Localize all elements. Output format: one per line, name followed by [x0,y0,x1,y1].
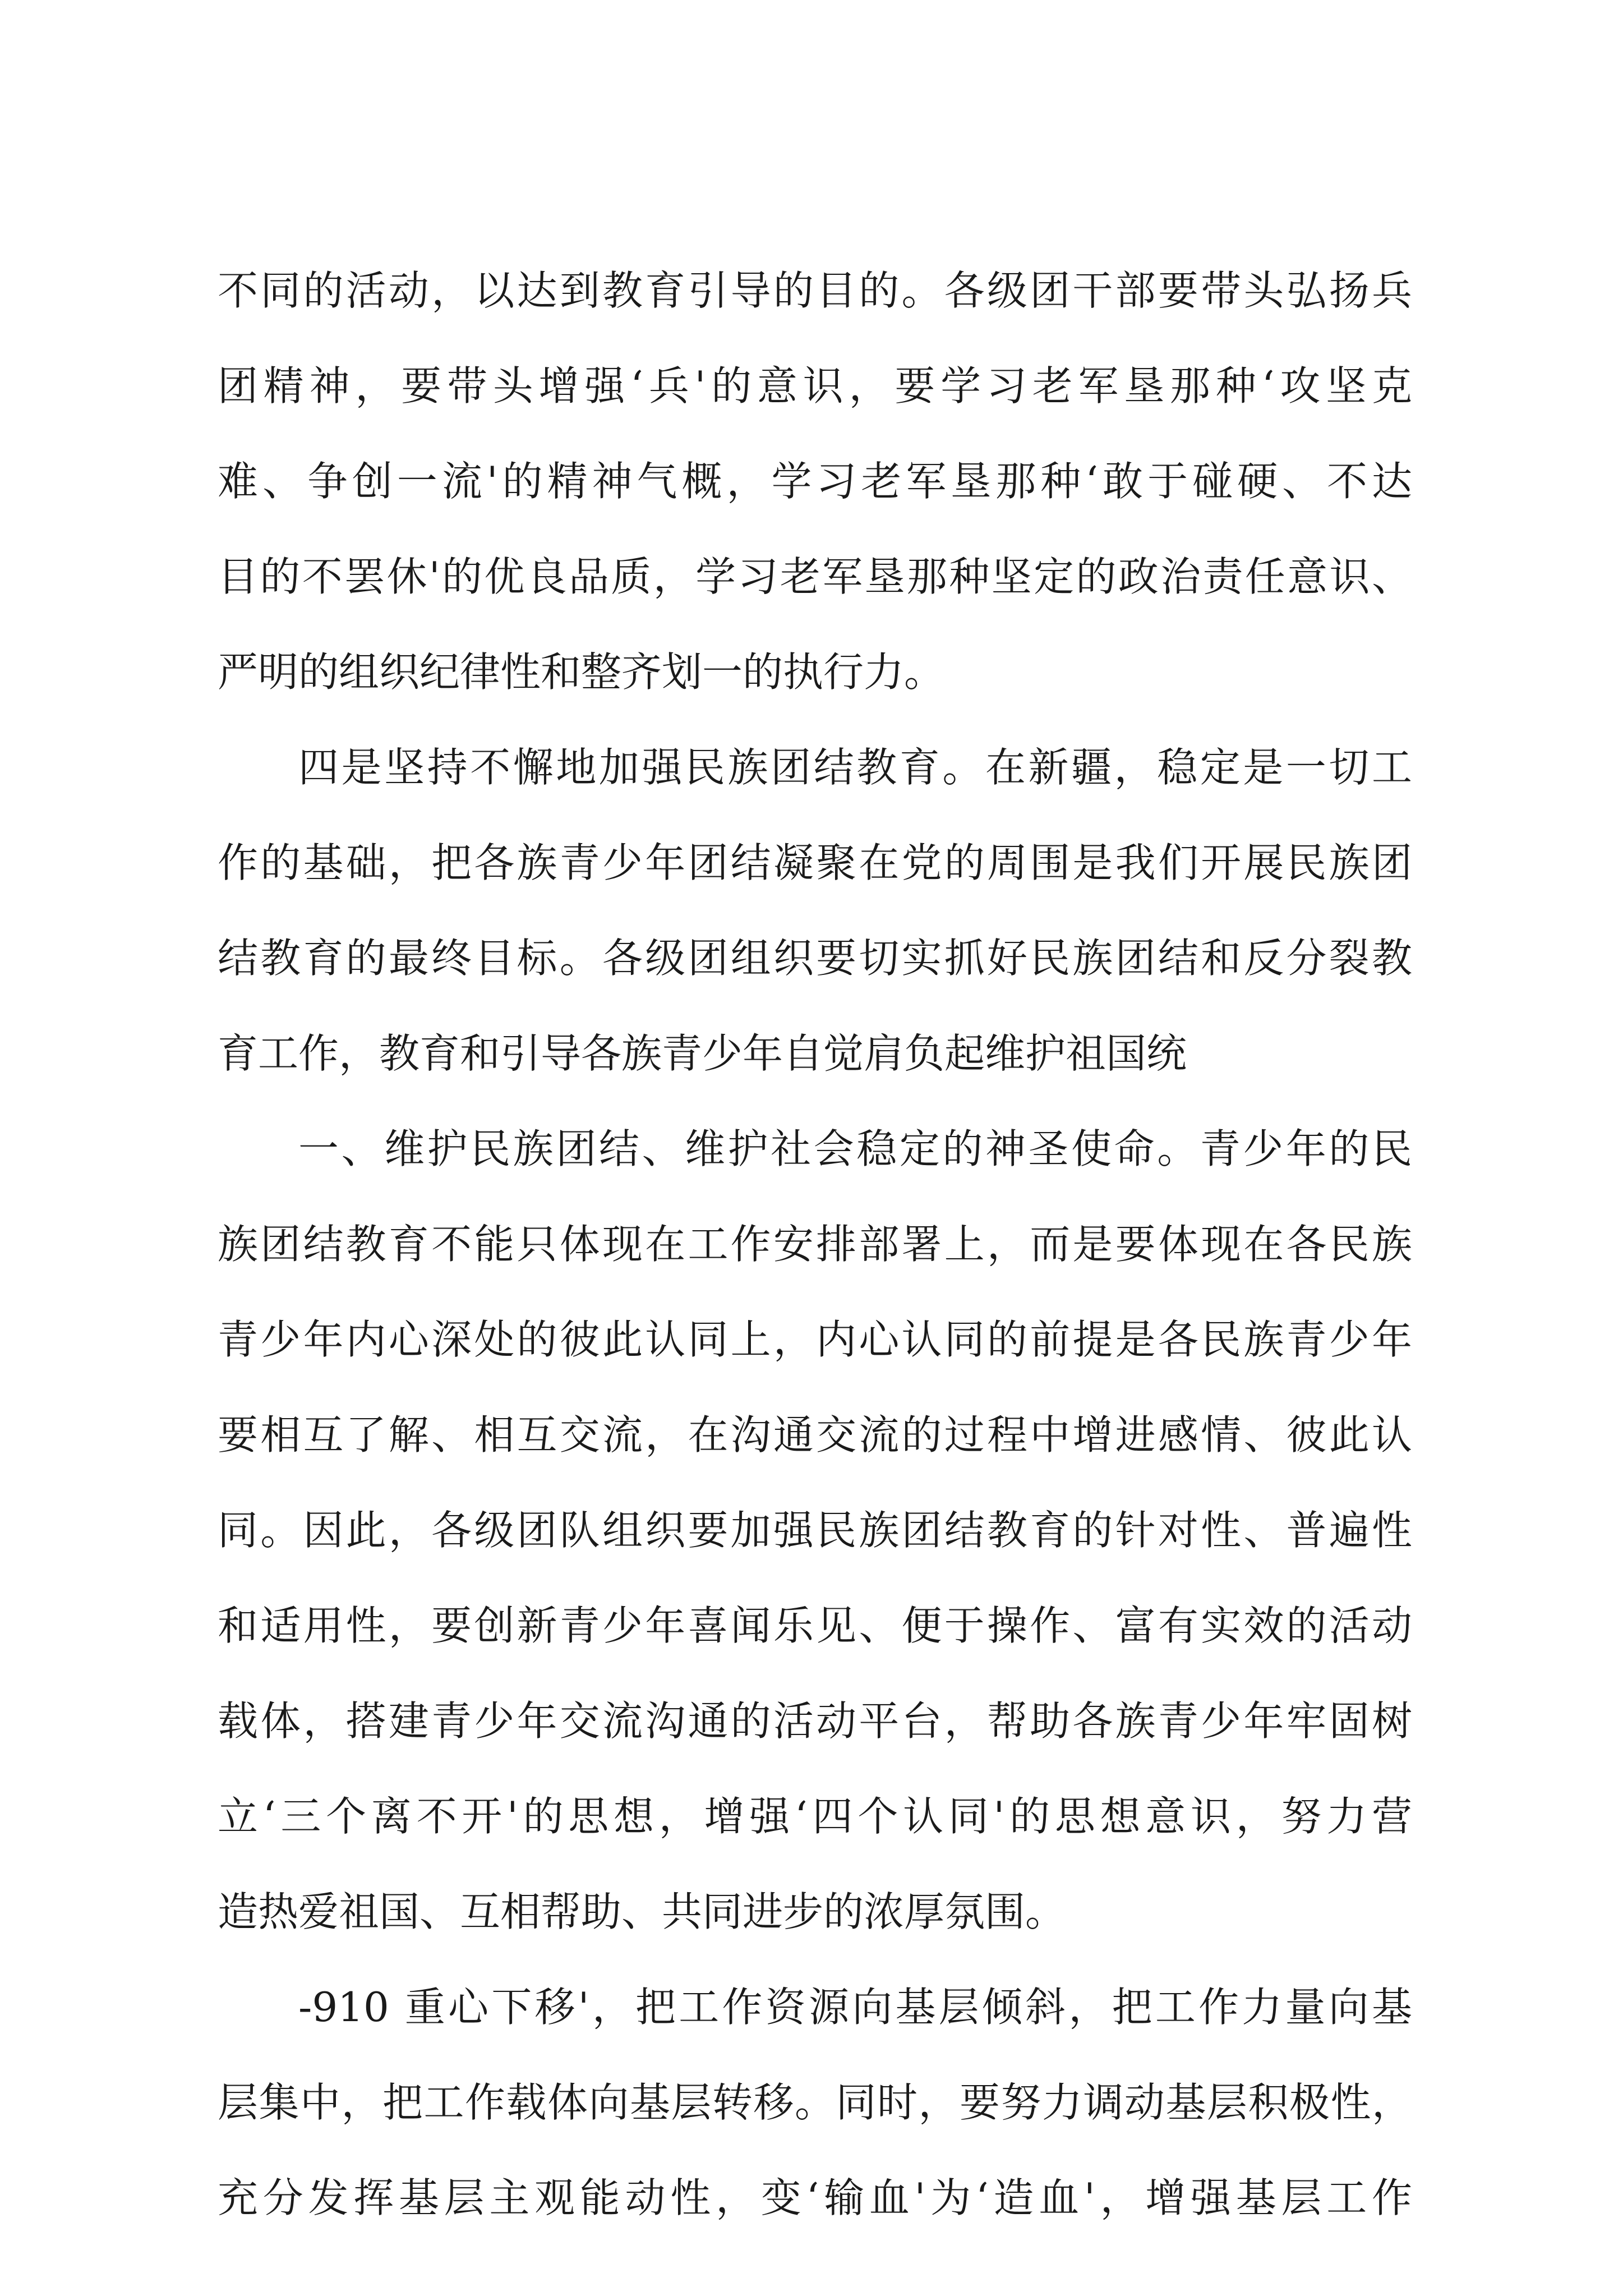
text-line: 不同的活动，以达到教育引导的目的。各级团干部要带头弘扬兵 [218,267,1412,314]
text-line: 结教育的最终目标。各级团组织要切实抓好民族团结和反分裂教 [218,935,1412,982]
text-line: 族团结教育不能只体现在工作安排部署上，而是要体现在各民族 [218,1221,1412,1268]
text-line: 青少年内心深处的彼此认同上，内心认同的前提是各民族青少年 [218,1316,1412,1363]
text-line: 难、争创一流'的精神气概，学习老军垦那种‘敢于碰硬、不达 [218,458,1412,505]
text-line: 要相互了解、相互交流，在沟通交流的过程中增进感情、彼此认 [218,1411,1412,1458]
text-line: 作的基础，把各族青少年团结凝聚在党的周围是我们开展民族团 [218,839,1412,886]
text-line: 层集中，把工作载体向基层转移。同时，要努力调动基层积极性， [218,2079,1412,2126]
text-line: 同。因此，各级团队组织要加强民族团结教育的针对性、普遍性 [218,1507,1412,1554]
paragraph-start-line: -910 重心下移'，把工作资源向基层倾斜，把工作力量向基 [298,1984,1412,2031]
text-line: 团精神，要带头增强‘兵'的意识，要学习老军垦那种‘攻坚克 [218,362,1412,409]
text-line: 立‘三个离不开'的思想，增强‘四个认同'的思想意识，努力营 [218,1793,1412,1840]
text-line: 和适用性，要创新青少年喜闻乐见、便于操作、富有实效的活动 [218,1602,1412,1649]
text-line: 载体，搭建青少年交流沟通的活动平台，帮助各族青少年牢固树 [218,1697,1412,1745]
text-line: 充分发挥基层主观能动性，变‘输血'为‘造血'，增强基层工作 [218,2174,1412,2221]
text-line: 严明的组织纪律性和整齐划一的执行力。 [218,648,945,696]
paragraph-start-line: 一、维护民族团结、维护社会稳定的神圣使命。青少年的民 [298,1125,1412,1172]
text-line: 育工作，教育和引导各族青少年自觉肩负起维护祖国统 [218,1030,1187,1077]
paragraph-start-line: 四是坚持不懈地加强民族团结教育。在新疆，稳定是一切工 [298,744,1412,791]
text-line: 造热爱祖国、互相帮助、共同进步的浓厚氛围。 [218,1888,1066,1935]
text-line: 目的不罢休'的优良品质，学习老军垦那种坚定的政治责任意识、 [218,553,1412,600]
